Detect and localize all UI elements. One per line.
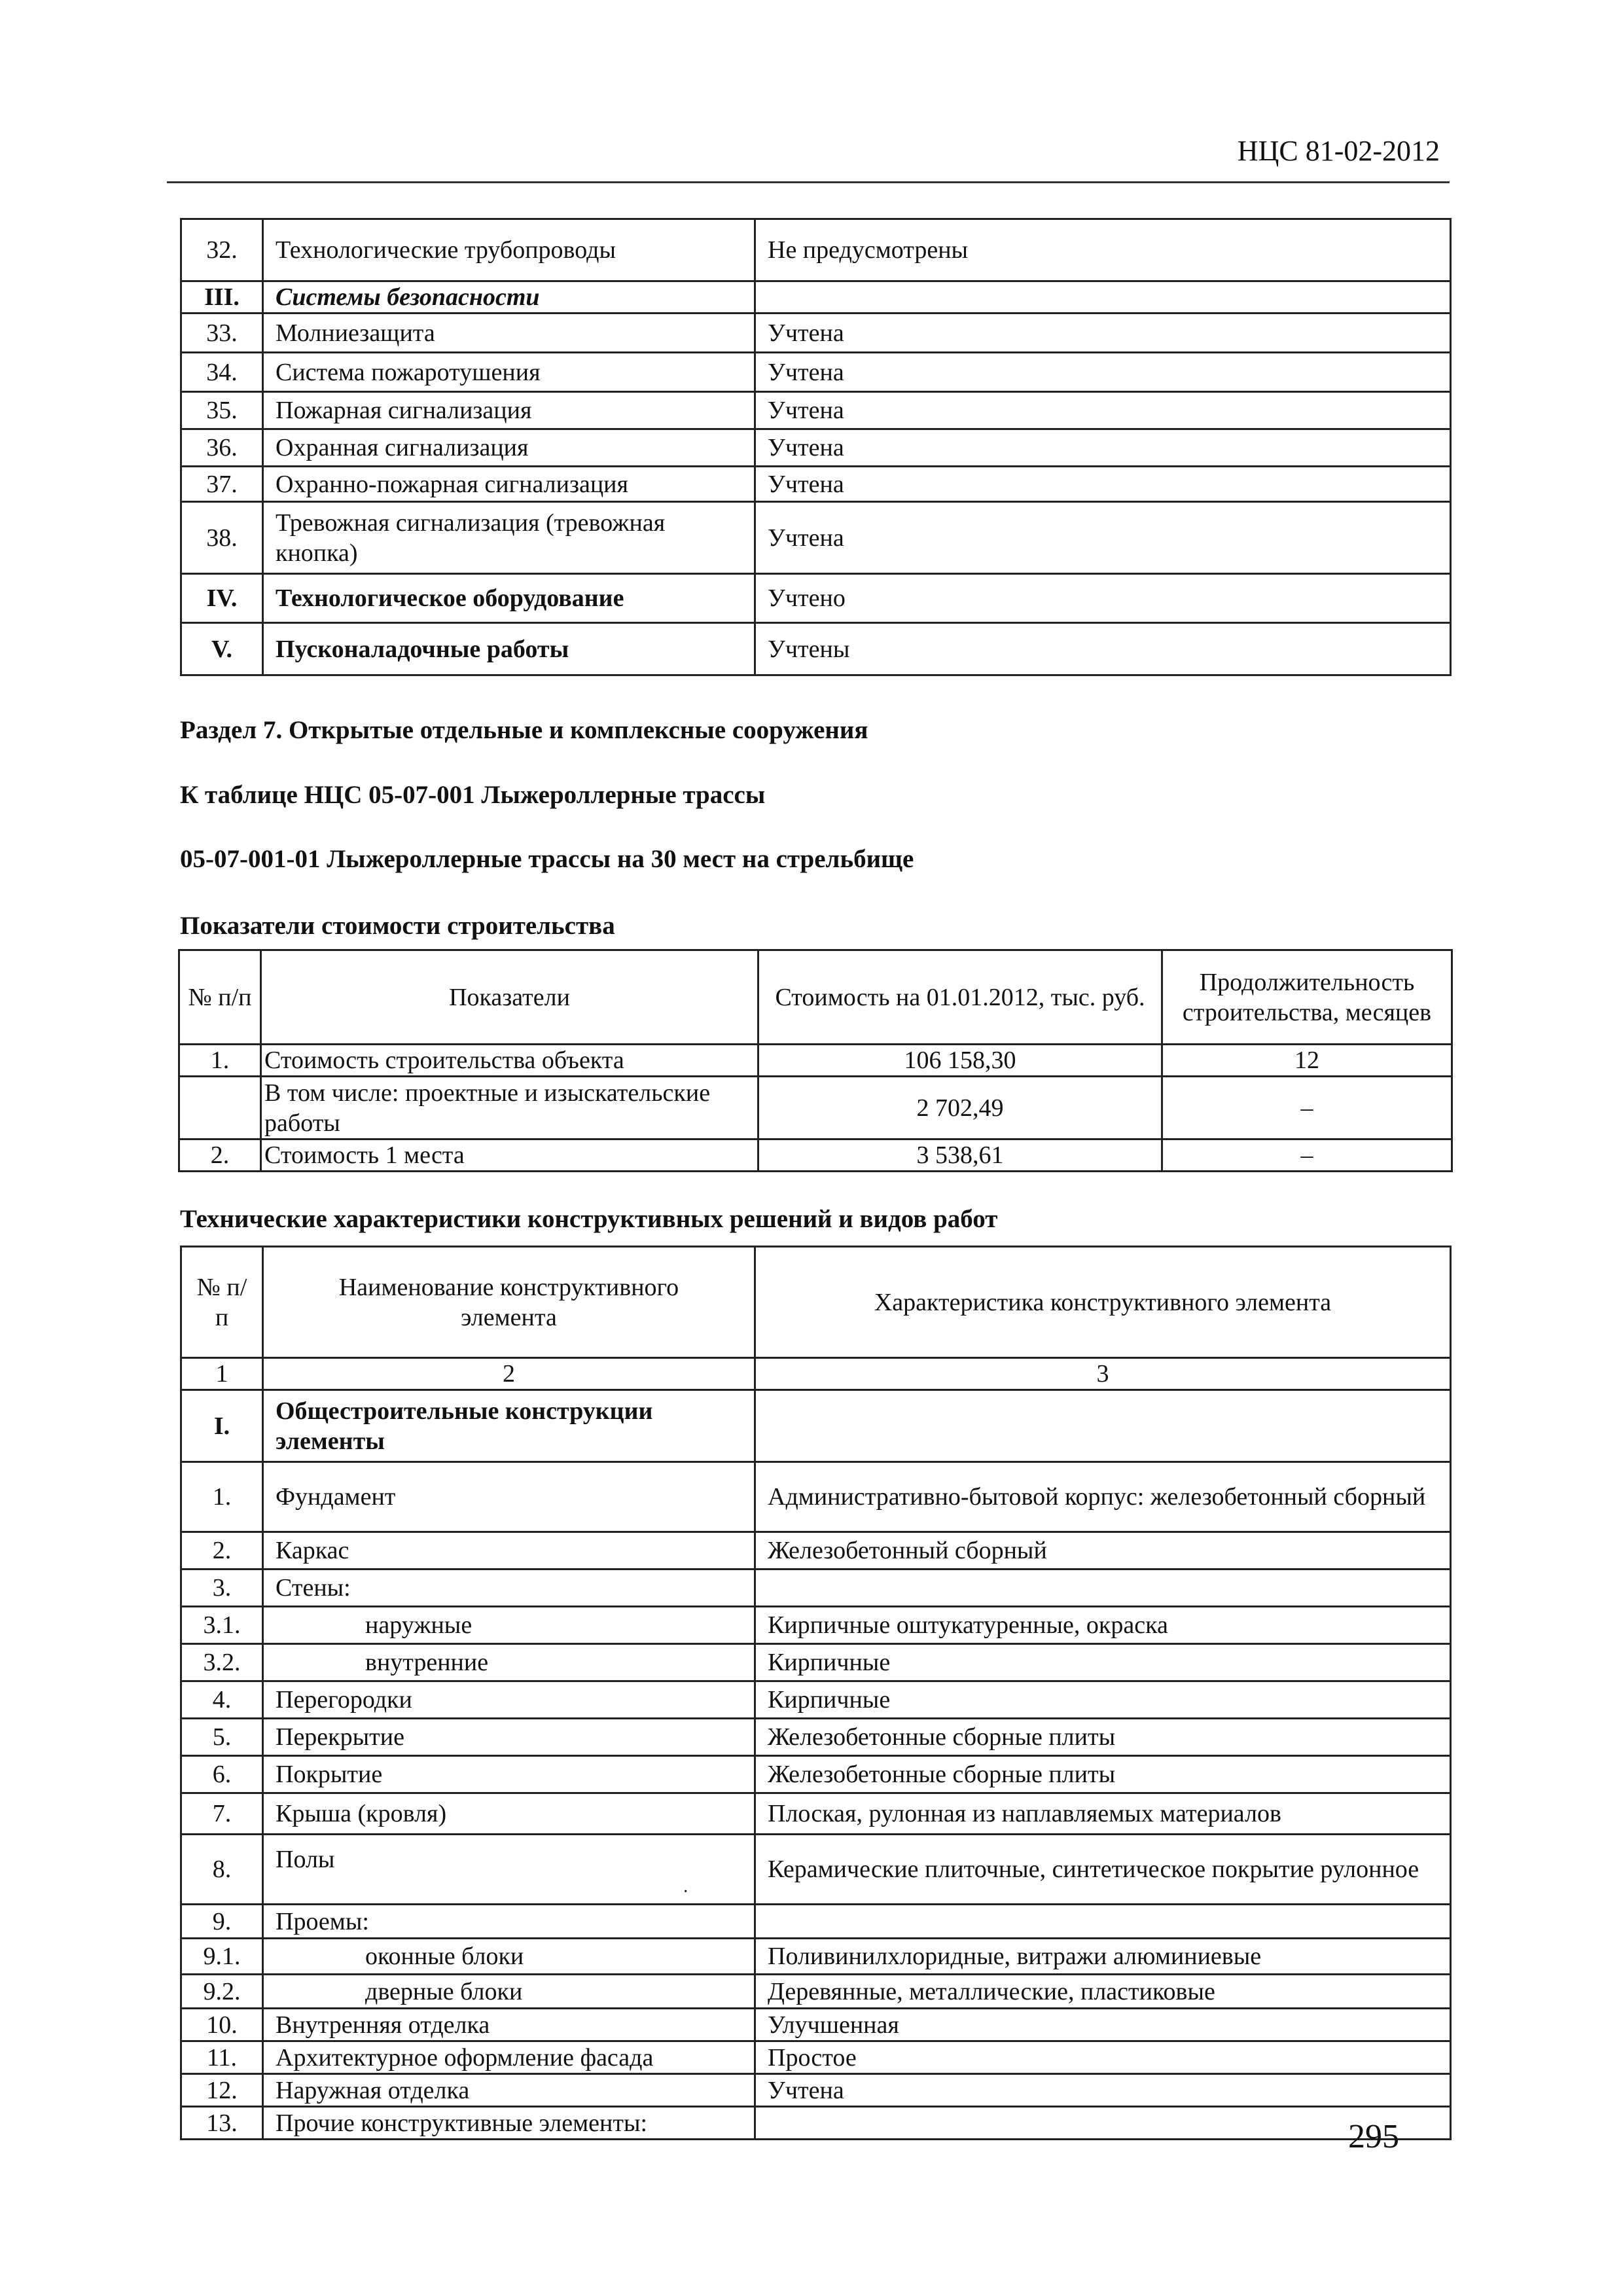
table-row — [181, 1607, 1451, 1644]
row-value: Не предусмотрены — [755, 219, 1451, 281]
table-row — [181, 219, 1451, 281]
row-value: Плоская, рулонная из наплавляемых материалов — [755, 1793, 1451, 1835]
row-name: В том числе: проектные и изыскательские работы — [261, 1077, 758, 1139]
row-value: Кирпичные оштукатуренные, окраска — [755, 1607, 1451, 1644]
tech-heading: Технические характеристики конструктивных решений и видов работ — [180, 1205, 998, 1233]
column-number: 3 — [755, 1358, 1451, 1390]
table-row — [181, 1905, 1451, 1939]
table-row — [181, 467, 1451, 502]
row-number: 9. — [181, 1905, 263, 1939]
row-value: Учтена — [755, 502, 1451, 574]
row-number: 13. — [181, 2107, 263, 2140]
row-number: 3.1. — [181, 1607, 263, 1644]
row-value: Учтено — [755, 574, 1451, 623]
cost-heading: Показатели стоимости строительства — [180, 912, 615, 940]
row-value — [755, 1390, 1451, 1462]
row-value: Деревянные, металлические, пластиковые — [755, 1975, 1451, 2009]
table-row — [181, 1532, 1451, 1570]
row-name: Архитектурное оформление фасада — [263, 2041, 755, 2074]
page-number: 295 — [1348, 2118, 1399, 2155]
row-name: внутренние — [263, 1644, 755, 1681]
row-cost: 3 538,61 — [758, 1139, 1162, 1172]
row-value — [755, 281, 1451, 314]
row-number: 7. — [181, 1793, 263, 1835]
row-name: Покрытие — [263, 1756, 755, 1793]
table-row — [181, 2041, 1451, 2074]
row-number: 34. — [181, 353, 263, 392]
row-cost: 2 702,49 — [758, 1077, 1162, 1139]
row-cost: 106 158,30 — [758, 1045, 1162, 1077]
table-row — [181, 353, 1451, 392]
table-header-row — [181, 1247, 1451, 1358]
row-name: Наружная отделка — [263, 2074, 755, 2107]
row-name: Стоимость 1 места — [261, 1139, 758, 1172]
row-value: Учтены — [755, 623, 1451, 675]
table-row — [181, 1975, 1451, 2009]
row-value: Железобетонные сборные плиты — [755, 1756, 1451, 1793]
item-title: 05-07-001-01 Лыжероллерные трассы на 30 мест на стрельбище — [180, 845, 914, 873]
row-value: Кирпичные — [755, 1681, 1451, 1719]
row-value: Административно-бытовой корпус: железобетонный сборный — [755, 1462, 1451, 1532]
row-number: 3.2. — [181, 1644, 263, 1681]
row-name: Стены: — [263, 1570, 755, 1607]
table-row — [181, 314, 1451, 353]
cost-table — [178, 949, 1453, 1172]
header-indicator: Показатели — [261, 950, 758, 1045]
table-row — [181, 623, 1451, 675]
row-number: 8. — [181, 1835, 263, 1905]
row-number: 36. — [181, 429, 263, 467]
table-row — [181, 281, 1451, 314]
table-row — [179, 1139, 1452, 1172]
row-value: Керамические плиточные, синтетическое покрытие рулонное — [755, 1835, 1451, 1905]
table-row — [181, 1390, 1451, 1462]
section-title: Раздел 7. Открытые отдельные и комплексные сооружения — [180, 716, 868, 744]
row-number: 1. — [181, 1462, 263, 1532]
row-number: 4. — [181, 1681, 263, 1719]
row-name: Полы — [263, 1835, 755, 1905]
row-number: 2. — [181, 1532, 263, 1570]
row-number: I. — [181, 1390, 263, 1462]
tech-table — [180, 1246, 1452, 2140]
row-name: Каркас — [263, 1532, 755, 1570]
row-number: 32. — [181, 219, 263, 281]
column-number-row — [181, 1358, 1451, 1390]
row-name: Прочие конструктивные элементы: — [263, 2107, 755, 2140]
table-row — [181, 2074, 1451, 2107]
header-rule — [167, 181, 1450, 183]
row-duration: – — [1162, 1077, 1452, 1139]
table-row — [181, 1681, 1451, 1719]
row-number: 35. — [181, 392, 263, 429]
row-value: Простое — [755, 2041, 1451, 2074]
row-name: Пожарная сигнализация — [263, 392, 755, 429]
table-row — [181, 1835, 1451, 1905]
row-number: IV. — [181, 574, 263, 623]
row-name: Перегородки — [263, 1681, 755, 1719]
table-row — [181, 1719, 1451, 1756]
row-number: 11. — [181, 2041, 263, 2074]
header-characteristic: Характеристика конструктивного элемента — [755, 1247, 1451, 1358]
table-row — [181, 1570, 1451, 1607]
row-name: Технологические трубопроводы — [263, 219, 755, 281]
row-value: Учтена — [755, 429, 1451, 467]
row-number: 1. — [179, 1045, 261, 1077]
row-value: Учтена — [755, 467, 1451, 502]
row-name: Пусконаладочные работы — [263, 623, 755, 675]
table-header-row — [179, 950, 1452, 1045]
row-name: Проемы: — [263, 1905, 755, 1939]
column-number: 1 — [181, 1358, 263, 1390]
row-name: Система пожаротушения — [263, 353, 755, 392]
table-row — [181, 2107, 1451, 2140]
table-row — [181, 392, 1451, 429]
row-number: 5. — [181, 1719, 263, 1756]
row-number: 3. — [181, 1570, 263, 1607]
table-row — [179, 1077, 1452, 1139]
row-value: Железобетонные сборные плиты — [755, 1719, 1451, 1756]
column-number: 2 — [263, 1358, 755, 1390]
row-duration: 12 — [1162, 1045, 1452, 1077]
row-name: дверные блоки — [263, 1975, 755, 2009]
row-name: Внутренняя отделка — [263, 2009, 755, 2041]
row-duration: – — [1162, 1139, 1452, 1172]
row-value — [755, 1570, 1451, 1607]
row-number: 38. — [181, 502, 263, 574]
header-number: № п/п — [179, 950, 261, 1045]
row-value — [755, 1905, 1451, 1939]
row-name: Крыша (кровля) — [263, 1793, 755, 1835]
row-number: 9.2. — [181, 1975, 263, 2009]
row-number: 37. — [181, 467, 263, 502]
row-value: Железобетонный сборный — [755, 1532, 1451, 1570]
row-value: Улучшенная — [755, 2009, 1451, 2041]
row-name: Охранно-пожарная сигнализация — [263, 467, 755, 502]
row-number: 9.1. — [181, 1939, 263, 1975]
table-row — [181, 1756, 1451, 1793]
table-row — [181, 1793, 1451, 1835]
row-name: оконные блоки — [263, 1939, 755, 1975]
header-element: Наименование конструктивного элемента — [263, 1247, 755, 1358]
row-value: Учтена — [755, 2074, 1451, 2107]
table-row — [181, 574, 1451, 623]
row-number: V. — [181, 623, 263, 675]
table-row — [181, 502, 1451, 574]
row-name: Охранная сигнализация — [263, 429, 755, 467]
row-value: Учтена — [755, 353, 1451, 392]
table-row — [181, 1644, 1451, 1681]
row-value: Учтена — [755, 314, 1451, 353]
row-value — [755, 2107, 1451, 2140]
document-code: НЦС 81-02-2012 — [1237, 135, 1440, 167]
header-number: № п/п — [181, 1247, 263, 1358]
row-name: Перекрытие — [263, 1719, 755, 1756]
table-row — [181, 1939, 1451, 1975]
row-value: Поливинилхлоридные, витражи алюминиевые — [755, 1939, 1451, 1975]
row-number — [179, 1077, 261, 1139]
table-row — [181, 429, 1451, 467]
row-number: III. — [181, 281, 263, 314]
table-row — [181, 2009, 1451, 2041]
row-name: Молниезащита — [263, 314, 755, 353]
systems-table — [180, 218, 1452, 676]
row-number: 33. — [181, 314, 263, 353]
stray-mark: · — [683, 1882, 689, 1902]
row-value: Учтена — [755, 392, 1451, 429]
row-number: 2. — [179, 1139, 261, 1172]
row-value: Кирпичные — [755, 1644, 1451, 1681]
table-row — [181, 1462, 1451, 1532]
row-name: Фундамент — [263, 1462, 755, 1532]
row-name: Системы безопасности — [263, 281, 755, 314]
row-name: Технологическое оборудование — [263, 574, 755, 623]
row-number: 12. — [181, 2074, 263, 2107]
row-name: Стоимость строительства объекта — [261, 1045, 758, 1077]
header-duration: Продолжительность строительства, месяцев — [1162, 950, 1452, 1045]
row-name: Общестроительные конструкции элементы — [263, 1390, 755, 1462]
row-name: Тревожная сигнализация (тревожная кнопка) — [263, 502, 755, 574]
row-number: 10. — [181, 2009, 263, 2041]
table-reference: К таблице НЦС 05-07-001 Лыжероллерные трассы — [180, 781, 766, 809]
header-cost: Стоимость на 01.01.2012, тыс. руб. — [758, 950, 1162, 1045]
row-name: наружные — [263, 1607, 755, 1644]
row-number: 6. — [181, 1756, 263, 1793]
table-row — [179, 1045, 1452, 1077]
